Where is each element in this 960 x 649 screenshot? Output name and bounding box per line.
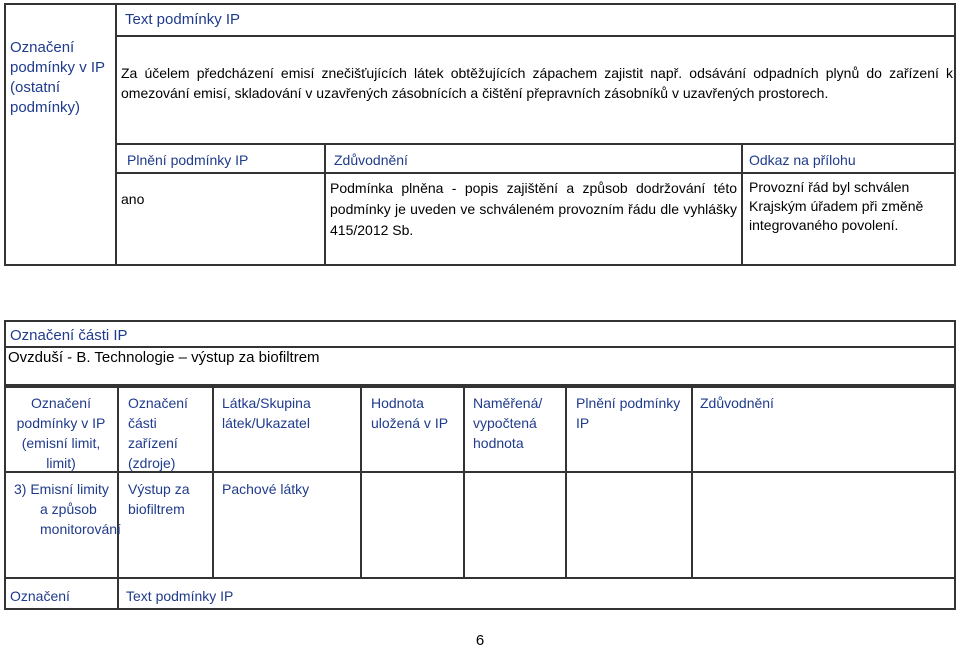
emission-substance: Pachové látky [222,481,310,497]
page-number: 6 [475,632,485,649]
condition-header: Text podmínky IP [125,11,241,28]
justification-text: Podmínka plněna - popis zajištění a způsob dodržování této podmínky je uveden ve schváleném provozním řádu dle vyhlášky 415/2012 Sb. [330,180,737,238]
divider [212,386,214,577]
column-header-condition: Označení podmínky v IP (emisní limit, limit) [16,395,106,471]
condition-text: Za účelem předcházení emisí znečišťujících látek obtěžujících zápachem zajistit např. odsávání odpadních plynů do zařízení k omezování emisí, skladování v uzavřených zásobnících a čištění přepravních zásobníků v uzavřených prostorech. [121,65,953,101]
divider [463,386,465,577]
column-header-justification: Zdůvodnění [700,395,774,411]
divider [117,143,956,145]
column-header-substance: Látka/Skupina látek/Ukazatel [222,395,311,431]
footer-label: Označení [10,588,70,604]
column-header-value-ip: Hodnota uložená v IP [371,395,449,431]
column-header-reference: Odkaz na přílohu [749,152,856,168]
divider [565,386,567,577]
divider [360,386,362,577]
column-header-fulfillment: Plnění podmínky IP [127,152,249,168]
condition-label: Označení podmínky v IP (ostatní podmínky) [10,39,105,116]
section-title: Označení části IP [10,327,128,344]
column-header-device: Označení části zařízení (zdroje) [128,395,188,471]
footer-header: Text podmínky IP [126,588,234,604]
section-subtitle: Ovzduší - B. Technologie – výstup za biofiltrem [8,349,320,366]
column-header-measured: Naměřená/ vypočtená hodnota [473,395,543,451]
divider [324,143,326,266]
divider [691,386,693,577]
column-header-fulfillment: Plnění podmínky IP [576,395,681,431]
divider [741,143,743,266]
emission-device: Výstup za biofiltrem [128,481,190,517]
column-header-justification: Zdůvodnění [334,152,408,168]
reference-text: Provozní řád byl schválen Krajským úřadem při změně integrovaného povolení. [749,179,924,233]
fulfillment-value: ano [121,191,145,207]
divider [117,172,956,174]
emission-condition: 3) Emisní limity a způsob monitorování [14,481,121,537]
divider [4,577,956,579]
divider [117,386,119,610]
